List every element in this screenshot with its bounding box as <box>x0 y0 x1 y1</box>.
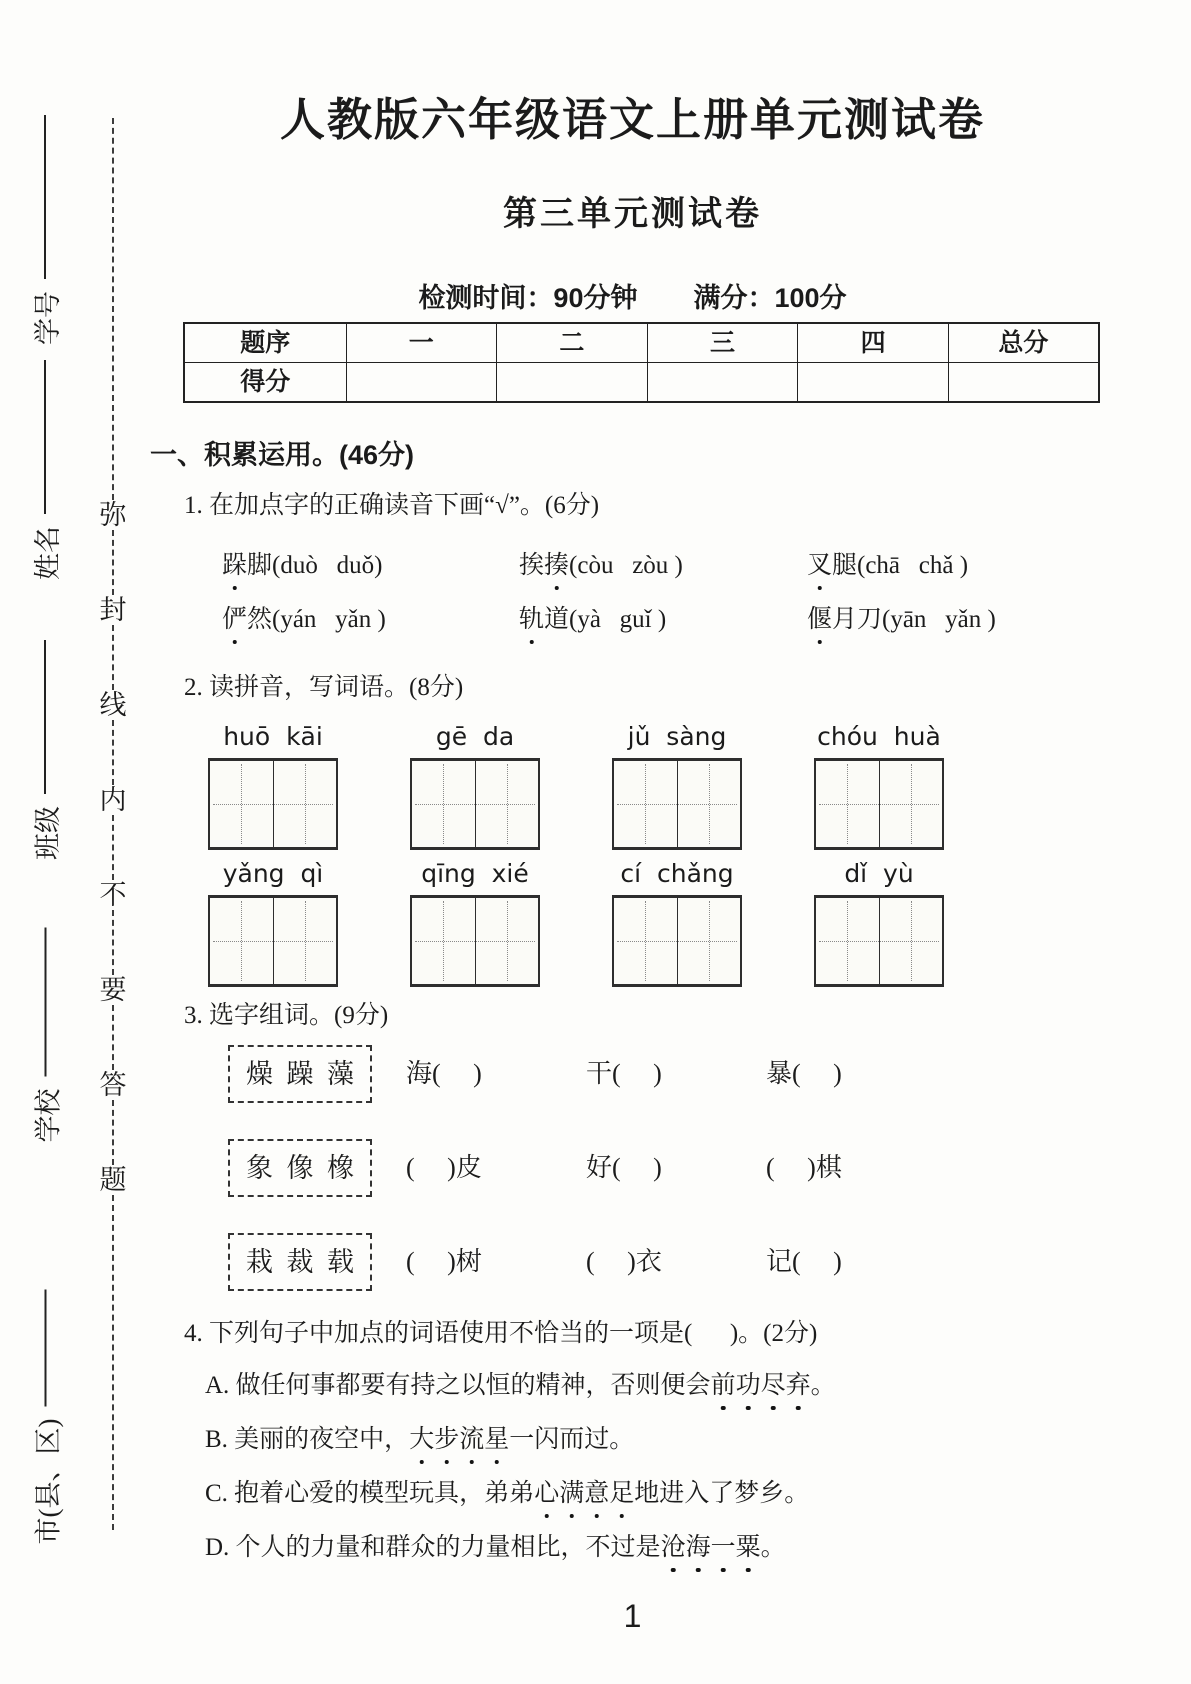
seal-dash <box>112 1005 114 1070</box>
q3-item: ( )棋 <box>766 1153 842 1182</box>
writing-cell <box>273 898 337 984</box>
section-1-heading: 一、积累运用。(46分) <box>150 440 415 470</box>
q3-item: ( )皮 <box>406 1153 482 1182</box>
writing-cell <box>210 761 273 847</box>
writing-grid <box>410 895 540 987</box>
exam-meta <box>150 282 1115 314</box>
writing-cell <box>879 761 943 847</box>
seal-dash <box>112 530 114 595</box>
seal-char: 不 <box>99 880 127 910</box>
q4-stem: 4. 下列句子中加点的词语使用不恰当的一项是( )。(2分) <box>184 1320 818 1347</box>
writing-cell <box>614 898 677 984</box>
writing-grid <box>612 758 742 850</box>
seal-dash <box>112 1195 114 1530</box>
score-row-label: 得分 <box>184 363 346 403</box>
q2-word-block <box>208 858 338 987</box>
q2-word-block <box>208 721 338 850</box>
main-content <box>150 84 1115 1633</box>
q3-item: 记( ) <box>766 1247 842 1276</box>
q2-stem: 2. 读拼音，写词语。(8分) <box>184 674 464 701</box>
writing-cell <box>677 761 741 847</box>
q1-item: 跺脚(duò duǒ) <box>222 549 519 583</box>
writing-grid <box>612 895 742 987</box>
q2-word-block <box>410 721 540 850</box>
q3-item: 海( ) <box>406 1059 482 1088</box>
exam-time: 检测时间：90分钟 <box>418 283 638 313</box>
q4-option-c: C. 抱着心爱的模型玩具，弟弟心满意足地进入了梦乡。 <box>205 1477 1115 1519</box>
writing-grid <box>208 895 338 987</box>
writing-grid <box>410 758 540 850</box>
writing-cell <box>210 898 273 984</box>
field-city-label: 市(县、区) <box>33 1418 63 1545</box>
writing-cell <box>816 761 879 847</box>
field-school-line <box>45 928 47 1077</box>
field-school <box>29 928 63 1143</box>
q2-word-block <box>814 721 944 850</box>
pinyin-label: qīng xié <box>421 859 529 888</box>
field-city-line <box>45 1290 47 1407</box>
pinyin-label: yǎng qì <box>222 859 324 888</box>
field-name-line <box>44 360 46 514</box>
field-class <box>28 640 62 860</box>
q3-item: 干( ) <box>586 1059 662 1088</box>
field-city <box>29 1290 63 1545</box>
writing-cell <box>677 898 741 984</box>
page-subtitle: 第三单元测试卷 <box>503 195 762 233</box>
seal-char: 答 <box>99 1070 127 1100</box>
field-name-label: 姓名 <box>32 526 63 580</box>
pinyin-label: cí chǎng <box>620 859 734 888</box>
q2-word-block <box>612 858 742 987</box>
seal-dash <box>112 1100 114 1165</box>
score-cell <box>497 363 648 403</box>
page-title: 人教版六年级语文上册单元测试卷 <box>279 94 985 145</box>
score-cell <box>346 363 497 403</box>
q3-row-3 <box>228 1233 1115 1291</box>
seal-dash <box>112 118 114 500</box>
q3-item: ( )衣 <box>586 1247 662 1276</box>
char-box: 象 像 橡 <box>228 1139 372 1197</box>
seal-char: 弥 <box>99 500 127 530</box>
q1-item: 叉腿(chā chǎ ) <box>807 549 968 583</box>
seal-char: 封 <box>99 595 127 625</box>
q3-item: ( )树 <box>406 1247 482 1276</box>
field-student-id-line <box>44 115 46 279</box>
q1-item: 挨揍(còu zòu ) <box>519 549 807 583</box>
writing-cell <box>412 761 475 847</box>
char-box: 燥 躁 藻 <box>228 1045 372 1103</box>
q1-item: 偃月刀(yān yǎn ) <box>807 603 996 637</box>
seal-char: 内 <box>99 785 127 815</box>
q1-row-1 <box>222 549 1115 591</box>
q3-item: 好( ) <box>586 1153 662 1182</box>
seal-char: 要 <box>99 975 127 1005</box>
score-table <box>183 322 1100 403</box>
exam-full-score: 满分：100分 <box>693 283 847 313</box>
seal-dash <box>112 720 114 785</box>
seal-char: 题 <box>99 1165 127 1195</box>
field-student-id <box>28 115 62 345</box>
pinyin-label: jǔ sàng <box>627 722 727 751</box>
writing-cell <box>475 898 539 984</box>
seal-char: 线 <box>99 690 127 720</box>
writing-grid <box>814 895 944 987</box>
seal-dash <box>112 910 114 975</box>
q1-item: 轨道(yà guǐ ) <box>519 603 807 637</box>
writing-cell <box>273 761 337 847</box>
seal-dash <box>112 625 114 690</box>
score-cell <box>647 363 798 403</box>
q2-row-2 <box>208 858 1115 987</box>
field-student-id-label: 学号 <box>32 291 63 345</box>
field-school-label: 学校 <box>33 1088 63 1143</box>
q3-stem: 3. 选字组词。(9分) <box>184 1002 389 1029</box>
score-col-4: 四 <box>798 323 949 363</box>
q2-word-block <box>814 858 944 987</box>
pinyin-label: chóu huà <box>817 722 941 751</box>
q3-row-2 <box>228 1139 1115 1197</box>
score-col-1: 一 <box>346 323 497 363</box>
q4-option-a: A. 做任何事都要有持之以恒的精神，否则便会前功尽弃。 <box>205 1369 1115 1411</box>
field-name <box>28 360 62 580</box>
score-table-header-row <box>184 323 1099 363</box>
writing-cell <box>879 898 943 984</box>
pinyin-label: gē da <box>435 722 515 751</box>
pinyin-label: huō kāi <box>223 722 323 751</box>
field-class-line <box>44 640 46 794</box>
score-col-2: 二 <box>497 323 648 363</box>
q2-word-block <box>410 858 540 987</box>
q2-word-block <box>612 721 742 850</box>
score-cell <box>798 363 949 403</box>
score-table-score-row <box>184 363 1099 403</box>
seal-dash <box>112 815 114 880</box>
char-box: 栽 裁 载 <box>228 1233 372 1291</box>
score-col-3: 三 <box>647 323 798 363</box>
writing-cell <box>475 761 539 847</box>
q1-stem: 1. 在加点字的正确读音下画“√”。(6分) <box>184 492 600 519</box>
q4-option-d: D. 个人的力量和群众的力量相比，不过是沧海一粟。 <box>205 1531 1115 1573</box>
writing-grid <box>814 758 944 850</box>
score-col-label: 题序 <box>184 323 346 363</box>
score-cell <box>948 363 1099 403</box>
score-col-total: 总分 <box>948 323 1099 363</box>
page-number: 1 <box>623 1598 642 1634</box>
writing-cell <box>412 898 475 984</box>
writing-cell <box>816 898 879 984</box>
q2-row-1 <box>208 721 1115 850</box>
q3-item: 暴( ) <box>766 1059 842 1088</box>
seal-line <box>97 118 129 1530</box>
writing-cell <box>614 761 677 847</box>
q4-option-b: B. 美丽的夜空中，大步流星一闪而过。 <box>205 1423 1115 1465</box>
q1-row-2 <box>222 603 1115 645</box>
q1-item: 俨然(yán yǎn ) <box>222 603 519 637</box>
pinyin-label: dǐ yù <box>844 859 914 888</box>
writing-grid <box>208 758 338 850</box>
q3-row-1 <box>228 1045 1115 1103</box>
field-class-label: 班级 <box>32 806 63 860</box>
